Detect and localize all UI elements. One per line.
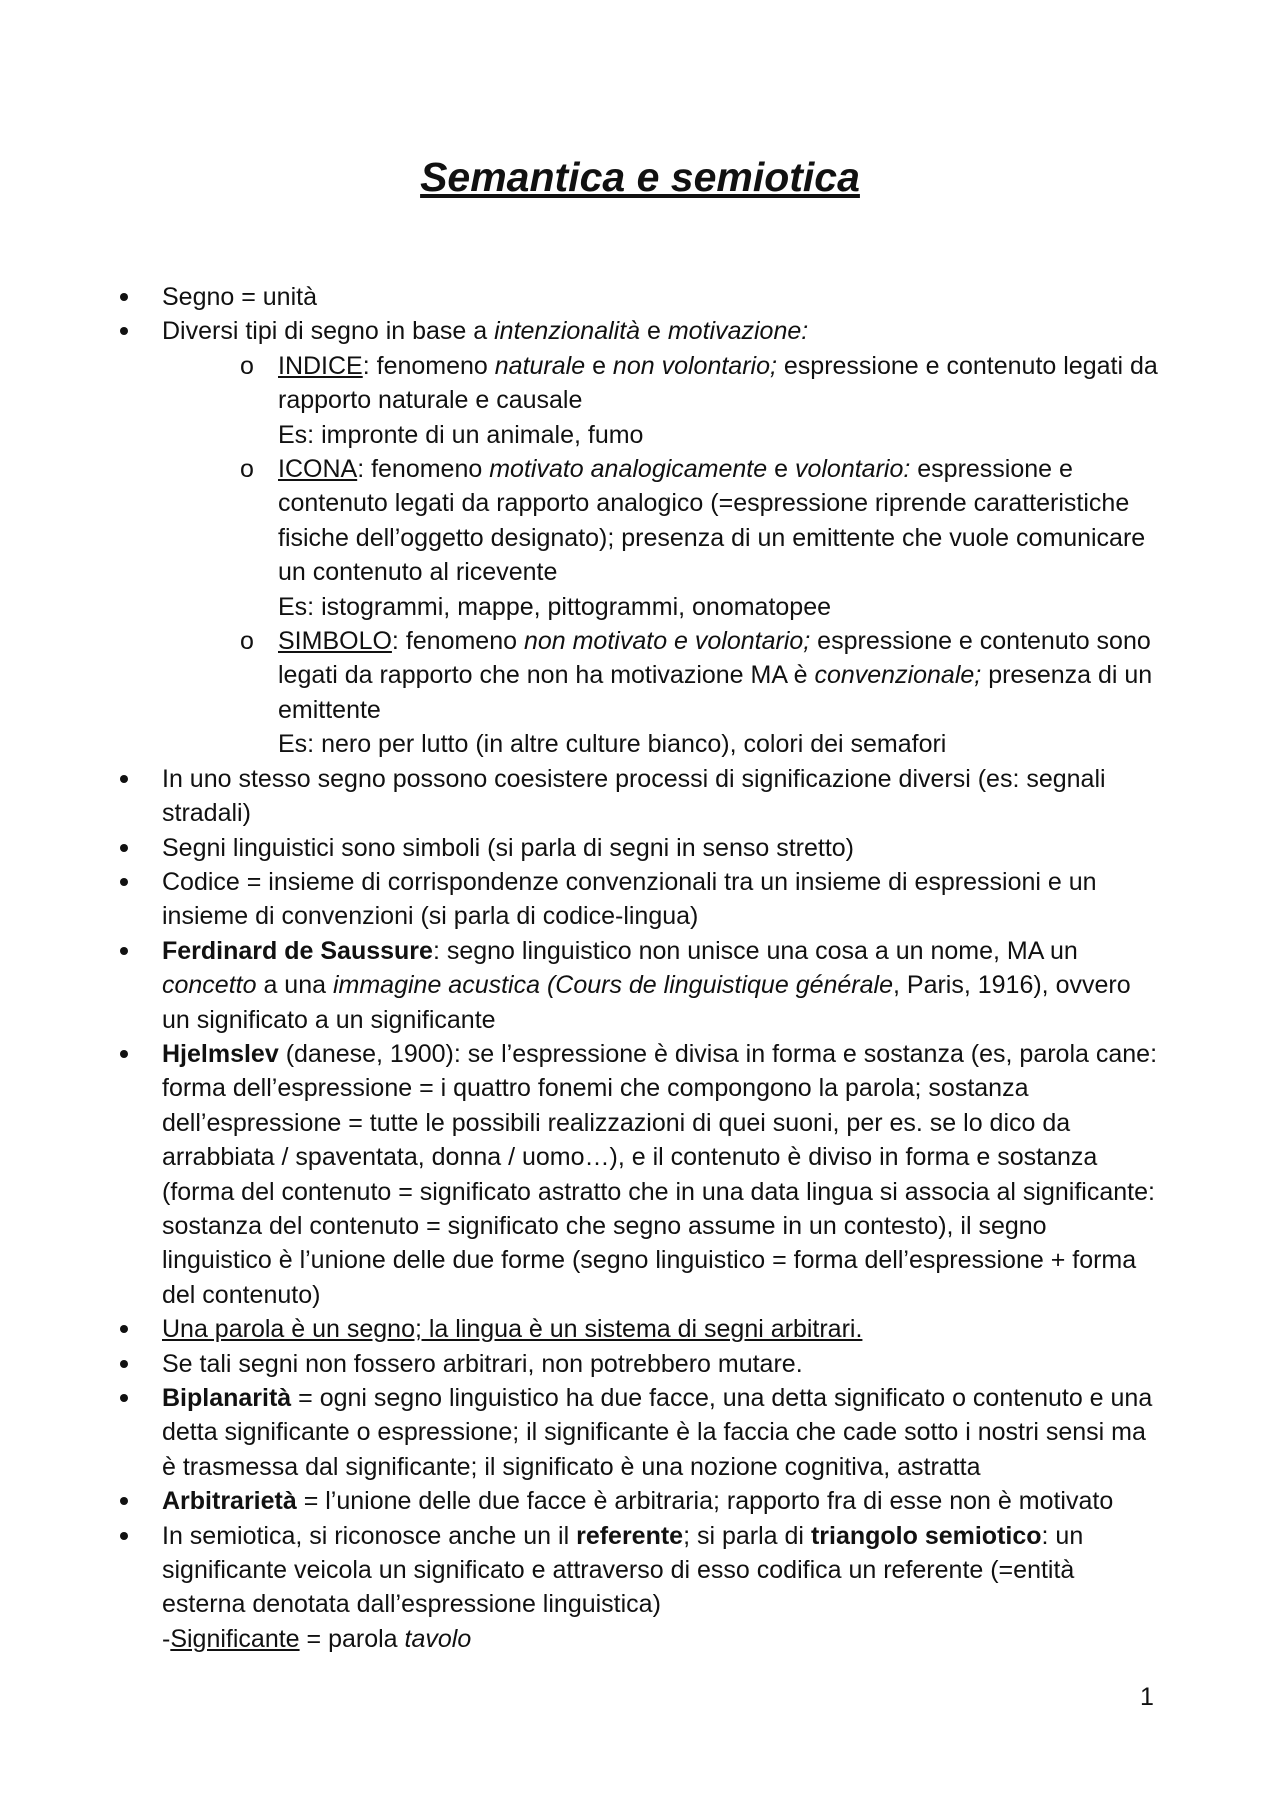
sub-item-label: ICONA xyxy=(278,455,358,484)
bullet-icon xyxy=(120,947,128,955)
sub-item-indice xyxy=(0,349,1162,452)
sub-item-icona xyxy=(0,452,1162,624)
bold-text: Biplanarità xyxy=(162,1384,292,1412)
bullet-item xyxy=(0,1037,1162,1312)
example-text: Es: istogrammi, mappe, pittogrammi, onomatopee xyxy=(278,592,832,621)
bullet-icon xyxy=(120,1394,128,1402)
example-text: Es: nero per lutto (in altre culture bianco), colori dei semafori xyxy=(278,730,947,759)
page-number: 1 xyxy=(1140,1683,1154,1711)
sub-item-simbolo xyxy=(0,624,1162,762)
bold-text: Ferdinard de Saussure xyxy=(162,936,433,965)
bullet-item xyxy=(0,934,1162,1037)
bullet-text: = ogni segno linguistico ha due facce, una detta significato o contenuto e una detta significante o espressione; il significante è la faccia che cade sotto i nostri sensi ma è trasmessa dal significante; il significato è una nozione cognitiva, astratta xyxy=(162,1384,1153,1481)
document-body xyxy=(0,280,1280,1656)
underlined-text: Significante xyxy=(170,1624,300,1653)
dash-text: - xyxy=(162,1624,171,1653)
emphasis-text: tavolo xyxy=(404,1624,472,1653)
bullet-text: Codice = insieme di corrispondenze convenzionali tra un insieme di espressioni e un insieme di convenzioni (si parla di codice-lingua) xyxy=(162,867,1097,931)
bullet-item xyxy=(0,865,1162,934)
sub-item-text: espressione e contenuto legati da rapporto naturale e causale xyxy=(278,351,1158,415)
bullet-text: : un significante veicola un significato e attraverso di esso codifica un referente (=entità esterna denotata dall’espressione linguistica) xyxy=(162,1521,1084,1619)
bullet-item xyxy=(0,314,1162,348)
emphasis-text: convenzionale; xyxy=(814,661,982,690)
bullet-text: = parola xyxy=(299,1624,405,1653)
sub-item-text: espressione e contenuto sono legati da rapporto che non ha motivazione MA è xyxy=(278,627,1151,690)
bullet-text: : segno linguistico non unisce una cosa a un nome, MA un xyxy=(432,936,1078,965)
sub-item-text: e xyxy=(767,455,795,484)
bullet-item xyxy=(0,280,1162,314)
bold-text: Hjelmslev xyxy=(162,1039,279,1068)
bullet-icon xyxy=(120,293,128,301)
bold-text: referente xyxy=(576,1521,684,1550)
sub-item-text: : fenomeno xyxy=(357,455,490,484)
emphasis-text: naturale xyxy=(494,351,586,380)
sub-bullet-icon: o xyxy=(240,351,254,380)
bullet-item xyxy=(0,831,1162,865)
sub-item-text: espressione e contenuto legati da rapporto analogico (=espressione riprende caratteristiche fisiche dell’oggetto designato); presenza di un emittente che vuole comunicare un contenuto al ricevente xyxy=(278,455,1146,587)
bullet-icon xyxy=(120,1532,128,1540)
bullet-text: Diversi tipi di segno in base a xyxy=(162,317,495,346)
sub-bullet-icon: o xyxy=(240,455,254,484)
sub-item-label: INDICE xyxy=(278,351,363,380)
bullet-text: In uno stesso segno possono coesistere processi di significazione diversi (es: segnali stradali) xyxy=(162,764,1106,828)
bullet-text: Se tali segni non fossero arbitrari, non potrebbero mutare. xyxy=(162,1349,803,1378)
bullet-text: (danese, 1900): se l’espressione è divisa in forma e sostanza (es, parola cane: forma dell’espressione = i quattro fonemi che compongono la parola; sostanza dell’espressione = tutte le possibili realizzazioni di quei suoni, per es. se lo dico da arrabbiata / spaventata, donna / uomo…), e il contenuto è diviso in forma e sostanza (forma del contenuto = significato astratto che in una data lingua si associa al significante: sostanza del contenuto = significato che segno assume in un contesto), il segno linguistico è l’unione delle due forme (segno linguistico = forma dell’espressione + forma del contenuto) xyxy=(162,1039,1158,1309)
bullet-icon xyxy=(120,844,128,852)
bold-text: triangolo semiotico xyxy=(810,1521,1042,1550)
bullet-text: e xyxy=(640,317,668,346)
bullet-text: , Paris, 1916), ovvero un significato a un significante xyxy=(162,971,1131,1034)
bullet-text: Una parola è un segno; la lingua è un sistema di segni arbitrari. xyxy=(162,1315,863,1344)
bullet-icon xyxy=(120,1050,128,1058)
page-title: Semantica e semiotica xyxy=(420,154,860,200)
bullet-item xyxy=(0,1381,1162,1484)
sub-item-text: : fenomeno xyxy=(362,351,495,380)
emphasis-text: immagine acustica (Cours de linguistique générale xyxy=(332,971,893,1000)
bullet-item xyxy=(0,1312,1162,1346)
bold-text: Arbitrarietà xyxy=(162,1487,297,1516)
emphasis-text: non motivato e volontario; xyxy=(523,627,811,656)
bullet-icon xyxy=(120,878,128,886)
example-text: Es: impronte di un animale, fumo xyxy=(278,420,644,449)
sub-item-label: SIMBOLO xyxy=(278,627,392,656)
bullet-text: = l’unione delle due facce è arbitraria; rapporto fra di esse non è motivato xyxy=(296,1487,1114,1516)
bullet-item xyxy=(0,1484,1162,1518)
emphasis-text: motivato analogicamente xyxy=(489,455,768,484)
bullet-text: ; si parla di xyxy=(683,1521,811,1550)
sub-item-text: e xyxy=(585,351,613,380)
emphasis-text: volontario: xyxy=(794,455,911,484)
bullet-text: Segno = unità xyxy=(162,283,317,311)
sub-item-text: presenza di un emittente xyxy=(278,661,1153,724)
bullet-item xyxy=(0,1347,1162,1381)
bullet-icon xyxy=(120,1360,128,1368)
emphasis-text: non volontario; xyxy=(612,351,777,380)
emphasis-text: motivazione: xyxy=(667,317,809,346)
emphasis-text: concetto xyxy=(162,971,257,1000)
bullet-icon xyxy=(120,775,128,783)
bullet-text: a una xyxy=(256,971,333,1000)
emphasis-text: intenzionalità xyxy=(494,317,641,346)
bullet-text: Segni linguistici sono simboli (si parla di segni in senso stretto) xyxy=(162,833,854,862)
bullet-item xyxy=(0,1519,1162,1657)
bullet-text: In semiotica, si riconosce anche un il xyxy=(162,1521,577,1550)
sub-item-text: : fenomeno xyxy=(391,627,524,656)
sub-bullet-icon: o xyxy=(240,627,254,656)
bullet-icon xyxy=(120,1497,128,1505)
bullet-icon xyxy=(120,327,128,335)
bullet-icon xyxy=(120,1325,128,1333)
significante-line xyxy=(162,1622,1162,1656)
bullet-item xyxy=(0,762,1162,831)
